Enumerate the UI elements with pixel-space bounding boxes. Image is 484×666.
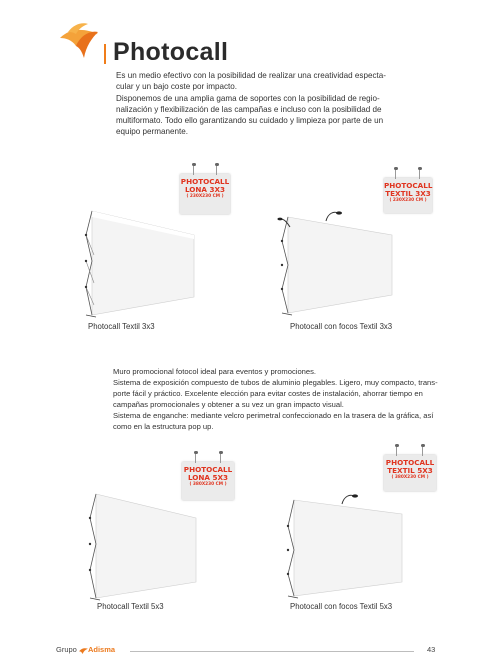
page-title: Photocall [113, 38, 229, 66]
intro-line: cular y un bajo coste por impacto. [116, 82, 238, 92]
page-number: 43 [427, 645, 436, 654]
description-line: Muro promocional fotocol ideal para eventos y promociones. [113, 367, 317, 376]
intro-line: equipo permanente. [116, 127, 188, 137]
tag-line: PHOTOCALL [385, 458, 435, 467]
footer-brand-logo-icon [79, 647, 88, 654]
footer-brand [56, 645, 115, 654]
description-line: campañas promocionales y obtener a su vez un gran impacto visual. [113, 400, 344, 410]
photocall-wall-focos-5x3-image [284, 486, 406, 600]
description-paragraph [113, 366, 441, 433]
photocall-wall-focos-3x3-image [276, 205, 396, 320]
product-caption: Photocall con focos Textil 5x3 [290, 602, 393, 611]
intro-paragraph [116, 70, 438, 138]
tag-line: LONA 5X3 [187, 473, 229, 483]
product-caption: Photocall Textil 3x3 [88, 322, 155, 331]
tag-size: ( 380X230 CM ) [189, 482, 227, 488]
photocall-wall-5x3-image [84, 490, 202, 600]
intro-line: nalización y flexibilización de las campañas e incluso con la posibilidad de [116, 104, 382, 114]
intro-line: Es un medio efectivo con la posibilidad de realizar una creatividad especta- [116, 71, 386, 80]
title-accent-bar [104, 44, 106, 64]
tag-line: TEXTIL 5X3 [387, 466, 433, 476]
tag-line: TEXTIL 3X3 [385, 189, 431, 199]
description-line: Sistema de exposición compuesto de tubos de aluminio plegables. Ligero, muy compacto, trans- [113, 378, 438, 388]
tag-size: ( 230X230 CM ) [186, 194, 224, 200]
photocall-wall-3x3-image [82, 205, 197, 320]
footer-brand-name: Adisma [87, 645, 116, 654]
tag-line: LONA 3X3 [184, 185, 226, 195]
description-line: porte fácil y práctico. Excelente elección para evitar costes de instalación, ahorrar tiempo en [113, 389, 423, 399]
tag-line: PHOTOCALL [183, 465, 233, 474]
product-caption: Photocall con focos Textil 3x3 [290, 322, 393, 331]
tag-size: ( 380X230 CM ) [391, 475, 429, 481]
tag-line: PHOTOCALL [384, 181, 433, 190]
product-caption: Photocall Textil 5x3 [97, 602, 164, 611]
footer-brand-prefix: Grupo [56, 645, 77, 654]
description-line: como en la estructura pop up. [113, 422, 214, 432]
tag-size: ( 230X230 CM ) [389, 198, 427, 204]
orange-bird-wing-logo-icon [58, 20, 100, 60]
intro-line: multiformato. Todo ello garantizando su cuidado y limpieza por parte de un [116, 116, 384, 126]
description-line: Sistema de enganche: mediante velcro perimetral confeccionado en la trasera de la gráfica, así [113, 411, 434, 421]
tag-line: PHOTOCALL [180, 177, 230, 186]
footer-divider [130, 651, 414, 652]
intro-line: Disponemos de una amplia gama de soportes con la posibilidad de regio- [116, 93, 380, 103]
